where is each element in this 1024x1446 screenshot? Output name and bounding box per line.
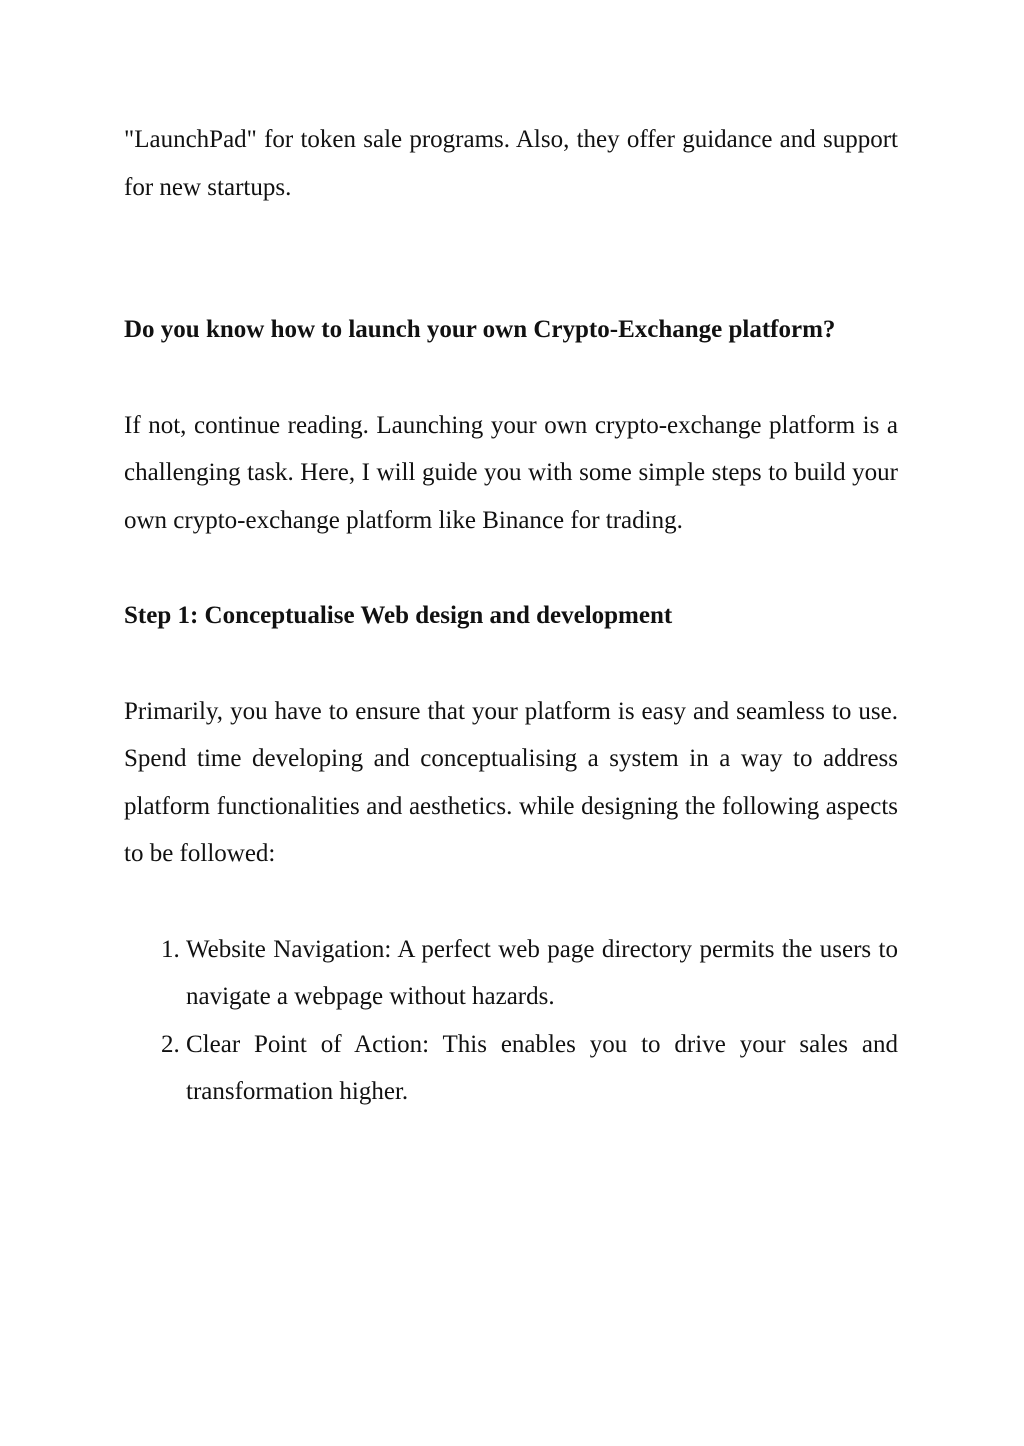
step1-heading: Step 1: Conceptualise Web design and development: [124, 602, 673, 629]
list-item: 1. Website Navigation: A perfect web page directory permits the users to navigate a webpage without hazards.: [186, 926, 898, 1021]
question-heading: Do you know how to launch your own Crypto-Exchange platform?: [124, 316, 836, 343]
answer-paragraph: If not, continue reading. Launching your own crypto-exchange platform is a challenging task. Here, I will guide you with some simple steps to build your own crypto-exchange platform like Binance for trading.: [124, 411, 898, 534]
list-item: 2. Clear Point of Action: This enables you to drive your sales and transformation higher.: [186, 1021, 898, 1116]
step1-paragraph: Primarily, you have to ensure that your platform is easy and seamless to use. Spend time developing and conceptualising a system in a way to address platform functionalities and aesthetics. while designing the following aspects to be followed:: [124, 697, 898, 867]
intro-paragraph: "LaunchPad" for token sale programs. Also, they offer guidance and support for new startups.: [124, 126, 898, 201]
spacer: [124, 354, 898, 402]
spacer: [124, 878, 898, 926]
spacer: [124, 640, 898, 688]
spacer: [124, 544, 898, 592]
design-aspects-list: [124, 926, 898, 1116]
document-page: [124, 116, 898, 1116]
spacer: [124, 211, 898, 306]
